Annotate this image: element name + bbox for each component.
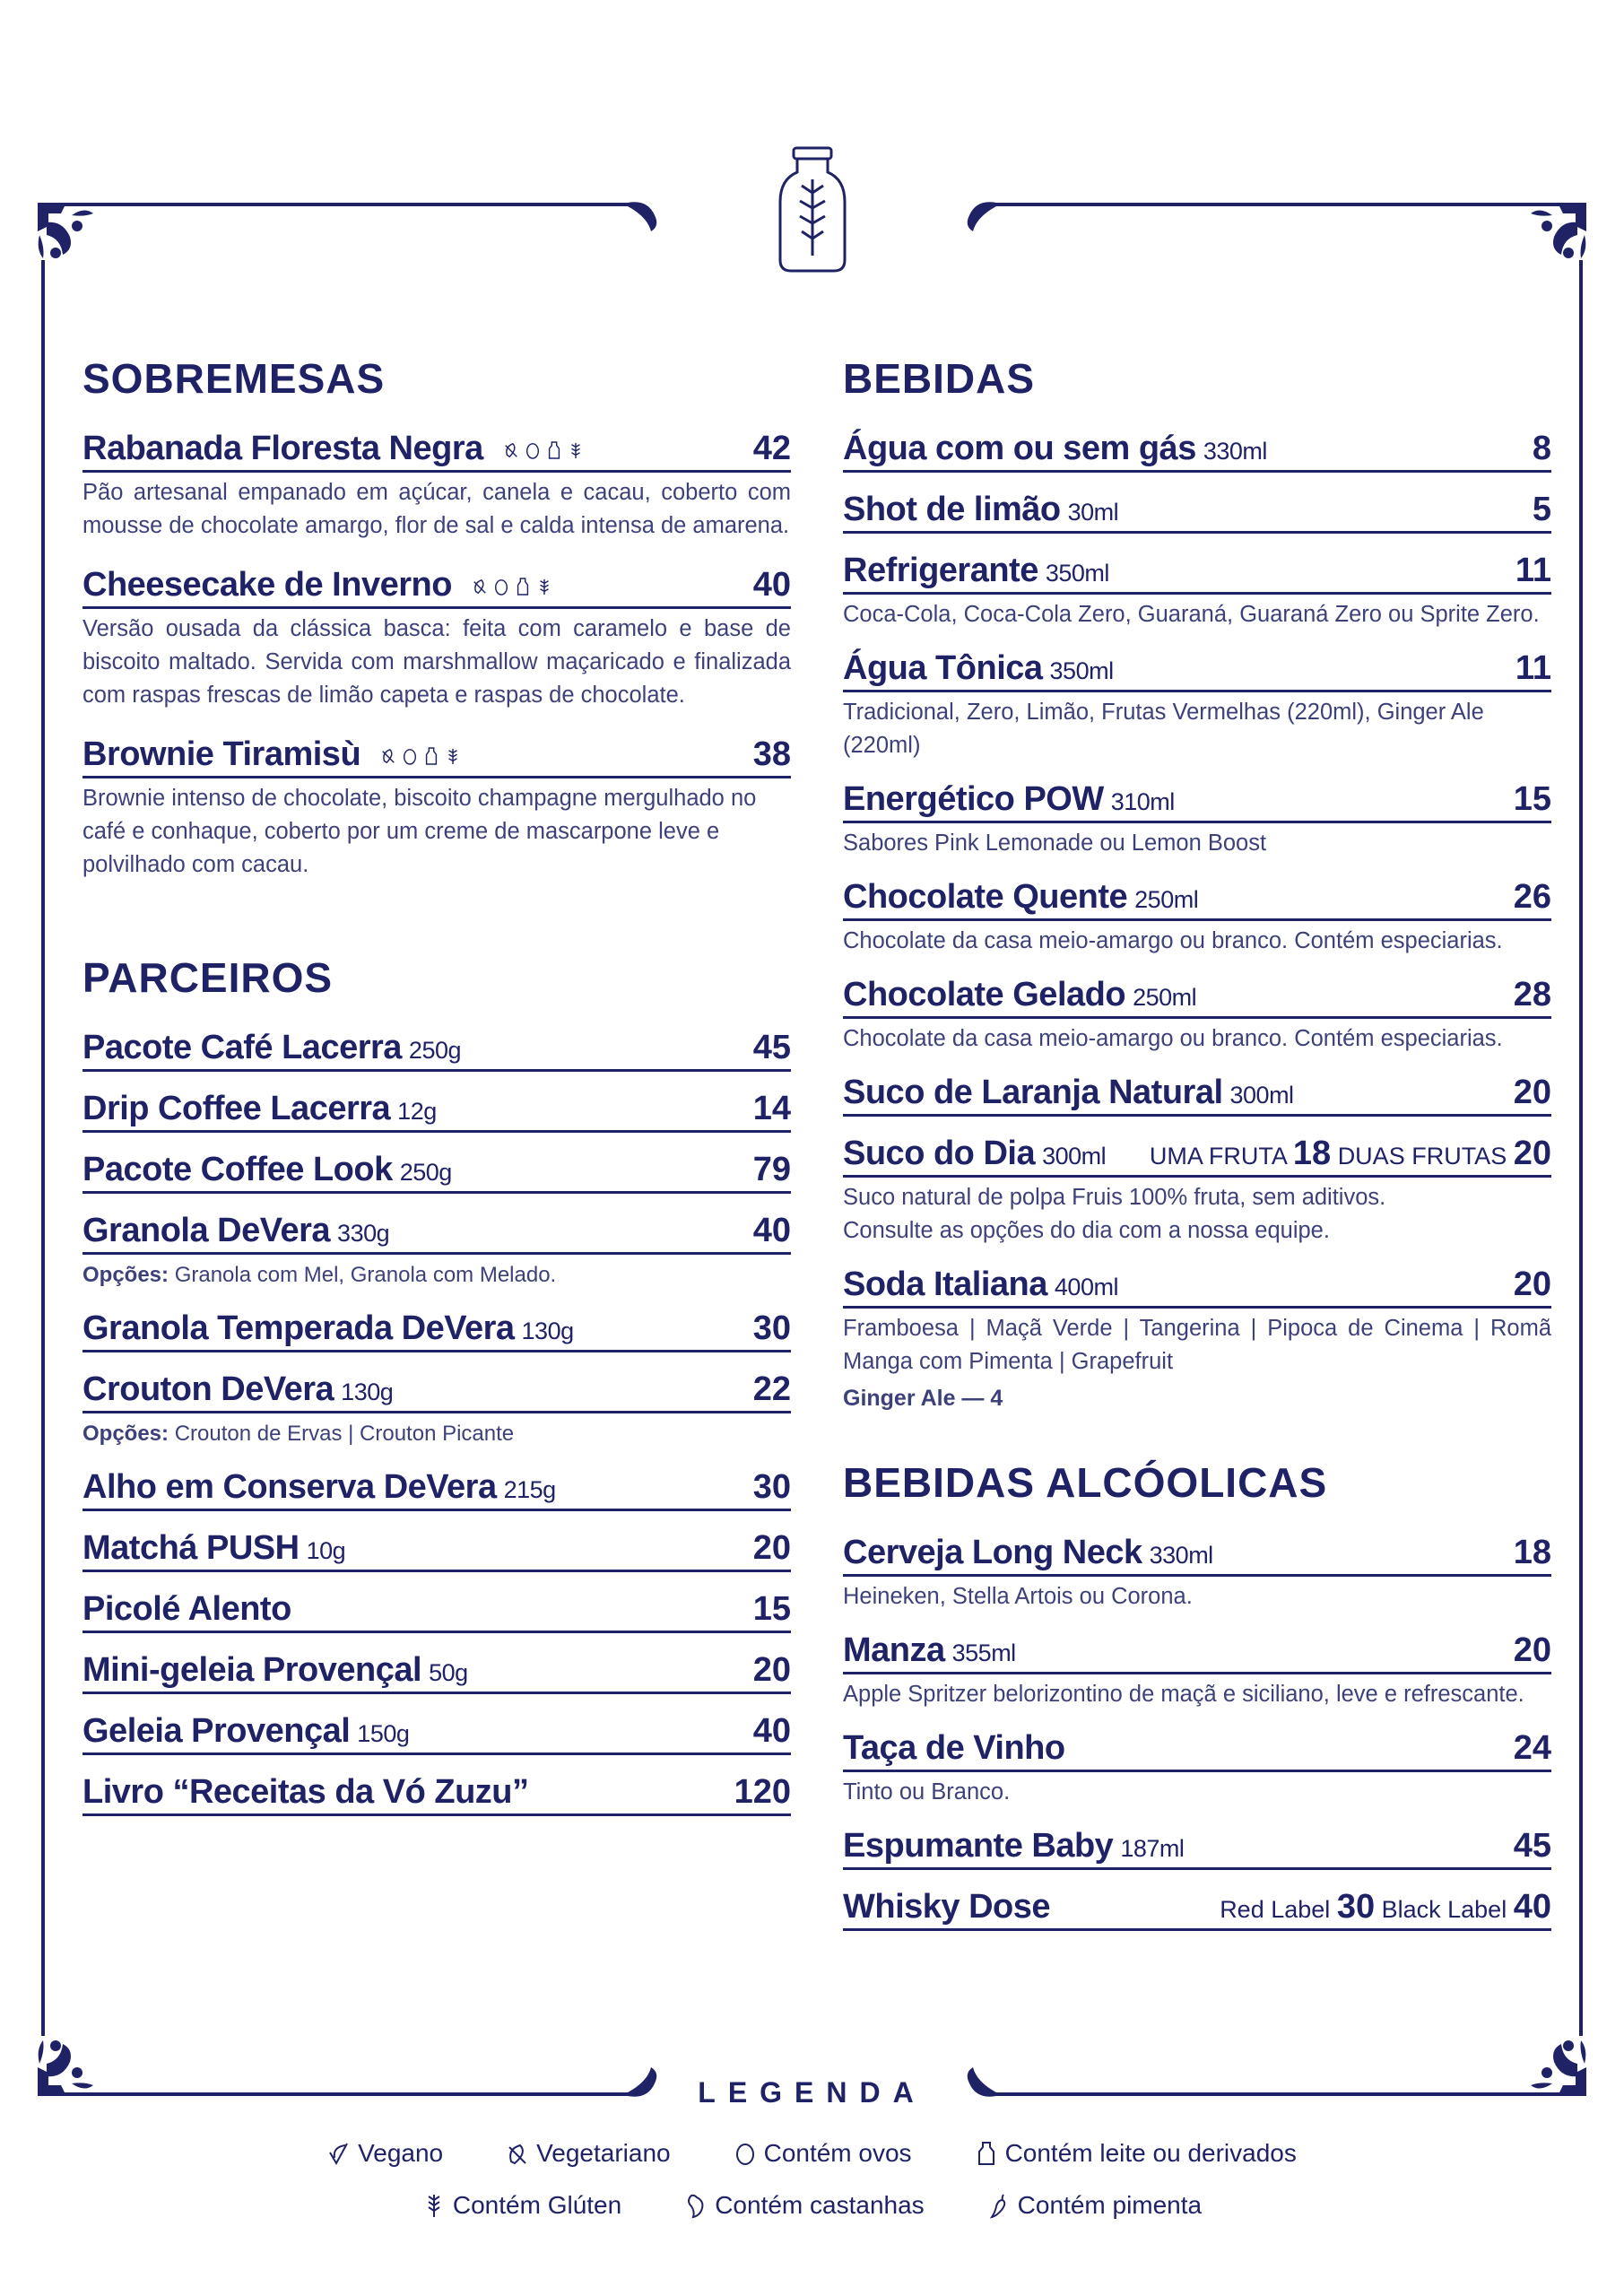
item-quantity: 130g (521, 1318, 574, 1344)
item-price: 22 (752, 1370, 791, 1408)
item-quantity: 187ml (1120, 1835, 1185, 1862)
item-quantity: 355ml (951, 1639, 1016, 1666)
item-name: Shot de limão (843, 491, 1061, 528)
menu-item (83, 1468, 791, 1511)
item-price: 14 (752, 1090, 791, 1127)
dairy-icon (546, 440, 562, 460)
item-price: 30 (752, 1309, 791, 1347)
item-description: Suco natural de polpa Fruis 100% fruta, sem aditivos. (843, 1185, 1386, 1210)
item-description: Framboesa | Maçã Verde | Tangerina | Pipoca de Cinema | Romã Manga com Pimenta | Grapefruit (843, 1316, 1551, 1374)
item-name: Cerveja Long Neck (843, 1534, 1142, 1571)
item-quantity: 300ml (1042, 1143, 1107, 1170)
item-quantity: 130g (341, 1378, 394, 1405)
item-name: Energético POW (843, 780, 1104, 818)
legend-item-egg (734, 2139, 912, 2168)
menu-item (843, 1827, 1551, 1870)
item-description: Heineken, Stella Artois ou Corona. (843, 1584, 1193, 1609)
item-name: Água Tônica (843, 649, 1043, 687)
item-price: 30 (752, 1468, 791, 1506)
item-quantity: 330ml (1149, 1542, 1213, 1569)
menu-item (83, 1370, 791, 1450)
item-name: Água com ou sem gás (843, 430, 1196, 467)
item-description: Coca-Cola, Coca-Cola Zero, Guaraná, Guaraná Zero ou Sprite Zero. (843, 602, 1540, 627)
item-price: 38 (752, 735, 791, 773)
dietary-icons (503, 440, 584, 460)
item-description: Sabores Pink Lemonade ou Lemon Boost (843, 831, 1267, 856)
item-quantity: 400ml (1054, 1274, 1118, 1300)
nuts-icon (684, 2192, 708, 2219)
item-quantity: 10g (306, 1537, 346, 1564)
item-quantity: 12g (397, 1098, 437, 1125)
legend-item-dairy (975, 2139, 1297, 2168)
item-price: 20 (1513, 1631, 1551, 1669)
menu-item (843, 552, 1551, 631)
item-description: Consulte as opções do dia com a nossa equipe. (843, 1218, 1330, 1243)
item-name: Livro “Receitas da Vó Zuzu” (83, 1773, 529, 1811)
vegetarian-icon (506, 2140, 529, 2167)
legend-label: Vegano (358, 2139, 444, 2167)
jar-logo (780, 148, 845, 271)
item-name: Crouton DeVera (83, 1370, 334, 1408)
item-price: 45 (1513, 1827, 1551, 1865)
item-name: Geleia Provençal (83, 1712, 351, 1750)
item-name: Whisky Dose (843, 1888, 1051, 1926)
menu-item (83, 1151, 791, 1194)
legend-item-vegan (327, 2139, 443, 2168)
item-price: 20 (1513, 1265, 1551, 1303)
legend-item-gluten (422, 2191, 621, 2220)
vegetarian-icon (472, 577, 488, 596)
gluten-icon (568, 440, 584, 460)
item-name: Manza (843, 1631, 945, 1669)
options-text: Granola com Mel, Granola com Melado. (169, 1263, 557, 1287)
item-price: 11 (1515, 552, 1551, 589)
legend-row (0, 2191, 1624, 2220)
item-name: Granola DeVera (83, 1212, 331, 1249)
menu-item (843, 1631, 1551, 1711)
legend-label: Vegetariano (536, 2139, 671, 2167)
options-label: Opções: (83, 1422, 169, 1446)
item-quantity: 350ml (1049, 657, 1114, 684)
legend-title: LEGENDA (698, 2076, 926, 2109)
option-price: 30 (1336, 1888, 1376, 1926)
menu-item (83, 1309, 791, 1352)
item-price: 45 (752, 1029, 791, 1066)
item-name: Granola Temperada DeVera (83, 1309, 515, 1347)
item-description: Versão ousada da clássica basca: feita com caramelo e base de biscoito maltado. Servida com marshmallow maçaricado e finalizada com raspas frescas de limão capeta e raspas de chocolate. (83, 616, 791, 708)
option-label: DUAS FRUTAS (1337, 1143, 1507, 1170)
legend-label: Contém pimenta (1017, 2191, 1203, 2219)
item-name: Taça de Vinho (843, 1729, 1065, 1767)
item-quantity: 250g (399, 1159, 452, 1186)
item-price: 24 (1513, 1729, 1551, 1767)
legend-label: Contém ovos (763, 2139, 912, 2167)
menu-item (83, 566, 791, 712)
item-name: Refrigerante (843, 552, 1038, 589)
menu-item-suco-do-dia (843, 1135, 1551, 1248)
item-name: Matchá PUSH (83, 1529, 300, 1567)
item-description: Tradicional, Zero, Limão, Frutas Vermelhas (220ml), Ginger Ale (220ml) (843, 700, 1484, 758)
menu-item (843, 1534, 1551, 1613)
item-price: 20 (752, 1651, 791, 1689)
option-label: Red Label (1220, 1896, 1331, 1923)
item-quantity: 300ml (1229, 1082, 1294, 1109)
item-price: 5 (1532, 491, 1551, 528)
option-label: Black Label (1381, 1896, 1507, 1923)
menu-item-soda-italiana (843, 1265, 1551, 1415)
menu-item (843, 1074, 1551, 1117)
item-name: Rabanada Floresta Negra (83, 430, 483, 467)
item-name: Brownie Tiramisù (83, 735, 361, 773)
item-quantity: 250ml (1134, 886, 1199, 913)
section-title-bebidas: BEBIDAS (843, 355, 1036, 402)
item-price: 26 (1513, 878, 1551, 916)
egg-icon (493, 577, 509, 596)
menu-item (843, 1729, 1551, 1809)
item-name: Chocolate Gelado (843, 976, 1126, 1013)
item-description: Apple Spritzer belorizontino de maçã e siciliano, leve e refrescante. (843, 1682, 1524, 1707)
pepper-icon (987, 2192, 1011, 2219)
item-name: Espumante Baby (843, 1827, 1114, 1865)
item-price: 8 (1532, 430, 1551, 467)
option-price: 20 (1513, 1135, 1551, 1172)
item-description: Pão artesanal empanado em açúcar, canela e cacau, coberto com mousse de chocolate amargo, flor de sal e calda intensa de amarena. (83, 480, 791, 538)
menu-item (843, 491, 1551, 534)
item-price: 15 (752, 1590, 791, 1628)
item-name: Picolé Alento (83, 1590, 291, 1628)
dietary-icons (472, 577, 552, 596)
item-name: Mini-geleia Provençal (83, 1651, 422, 1689)
menu-item (83, 1712, 791, 1755)
section-title-sobremesas: SOBREMESAS (83, 355, 386, 402)
menu-item (83, 1090, 791, 1133)
item-quantity: 250g (408, 1037, 461, 1064)
menu-item-whisky (843, 1888, 1551, 1931)
item-name: Alho em Conserva DeVera (83, 1468, 497, 1506)
legend-label: Contém castanhas (715, 2191, 925, 2219)
item-quantity: 330g (337, 1220, 390, 1247)
dairy-icon (975, 2140, 998, 2167)
menu-item (83, 1529, 791, 1572)
item-name: Pacote Café Lacerra (83, 1029, 402, 1066)
section-title-alcoolicas: BEBIDAS ALCÓOLICAS (843, 1459, 1328, 1506)
item-quantity: 215g (503, 1476, 556, 1503)
menu-item (83, 1773, 791, 1816)
menu-item (843, 649, 1551, 762)
legend-item-pepper (987, 2191, 1202, 2220)
item-price: 15 (1513, 780, 1551, 818)
item-name: Soda Italiana (843, 1265, 1047, 1303)
option-label: UMA FRUTA (1149, 1143, 1287, 1170)
item-name: Drip Coffee Lacerra (83, 1090, 391, 1127)
item-price: 42 (752, 430, 791, 467)
item-price: 20 (1513, 1074, 1551, 1111)
legend-label: Contém leite ou derivados (1004, 2139, 1297, 2167)
dairy-icon (423, 746, 439, 766)
menu-item (843, 878, 1551, 958)
egg-icon (525, 440, 541, 460)
item-name: Suco do Dia (843, 1135, 1036, 1172)
legend-item-nuts (684, 2191, 924, 2220)
item-price: 79 (752, 1151, 791, 1188)
legend-label: Contém Glúten (452, 2191, 622, 2219)
item-quantity: 310ml (1110, 788, 1175, 815)
gluten-icon (445, 746, 461, 766)
item-price: 28 (1513, 976, 1551, 1013)
vegan-icon (327, 2140, 351, 2167)
item-quantity: 250ml (1133, 984, 1197, 1011)
item-quantity: 50g (429, 1659, 468, 1686)
item-price: 20 (752, 1529, 791, 1567)
menu-item (83, 1029, 791, 1072)
item-price: 40 (752, 566, 791, 604)
menu-item (843, 430, 1551, 473)
option-price: 18 (1292, 1135, 1332, 1172)
gluten-icon (422, 2192, 446, 2219)
item-extra: Ginger Ale — 4 (843, 1386, 1003, 1411)
item-description: Brownie intenso de chocolate, biscoito champagne mergulhado no café e conhaque, coberto por um creme de mascarpone leve e polvilhado com cacau. (83, 786, 757, 877)
egg-icon (402, 746, 418, 766)
egg-icon (734, 2140, 757, 2167)
menu-item (83, 1212, 791, 1292)
item-name: Cheesecake de Inverno (83, 566, 452, 604)
left-column (83, 354, 791, 1816)
options-text: Crouton de Ervas | Crouton Picante (169, 1422, 515, 1446)
item-name: Suco de Laranja Natural (843, 1074, 1223, 1111)
options-label: Opções: (83, 1263, 169, 1287)
vegetarian-icon (503, 440, 519, 460)
item-quantity: 30ml (1067, 499, 1119, 526)
menu-item (83, 430, 791, 543)
item-quantity: 330ml (1203, 438, 1267, 465)
item-description: Chocolate da casa meio-amargo ou branco. Contém especiarias. (843, 1026, 1503, 1051)
item-description: Chocolate da casa meio-amargo ou branco. Contém especiarias. (843, 928, 1503, 953)
option-price: 40 (1513, 1888, 1551, 1926)
dietary-icons (380, 746, 461, 766)
corner-ornament-top-left (38, 203, 93, 258)
item-price: 11 (1515, 649, 1551, 687)
item-name: Chocolate Quente (843, 878, 1128, 916)
vegetarian-icon (380, 746, 396, 766)
item-price: 120 (734, 1773, 791, 1811)
menu-item (83, 735, 791, 882)
legend-row (0, 2139, 1624, 2168)
section-title-parceiros: PARCEIROS (83, 954, 334, 1001)
item-description: Tinto ou Branco. (843, 1779, 1011, 1805)
menu-item (83, 1590, 791, 1633)
item-price: 40 (752, 1212, 791, 1249)
item-quantity: 150g (357, 1720, 410, 1747)
menu-item (83, 1651, 791, 1694)
menu-item (843, 780, 1551, 860)
dairy-icon (515, 577, 531, 596)
item-price: 18 (1513, 1534, 1551, 1571)
item-name: Pacote Coffee Look (83, 1151, 393, 1188)
menu-item (843, 976, 1551, 1056)
legend-item-vegetarian (506, 2139, 670, 2168)
gluten-icon (536, 577, 552, 596)
item-price: 40 (752, 1712, 791, 1750)
right-column (843, 354, 1551, 1931)
item-quantity: 350ml (1045, 560, 1109, 587)
